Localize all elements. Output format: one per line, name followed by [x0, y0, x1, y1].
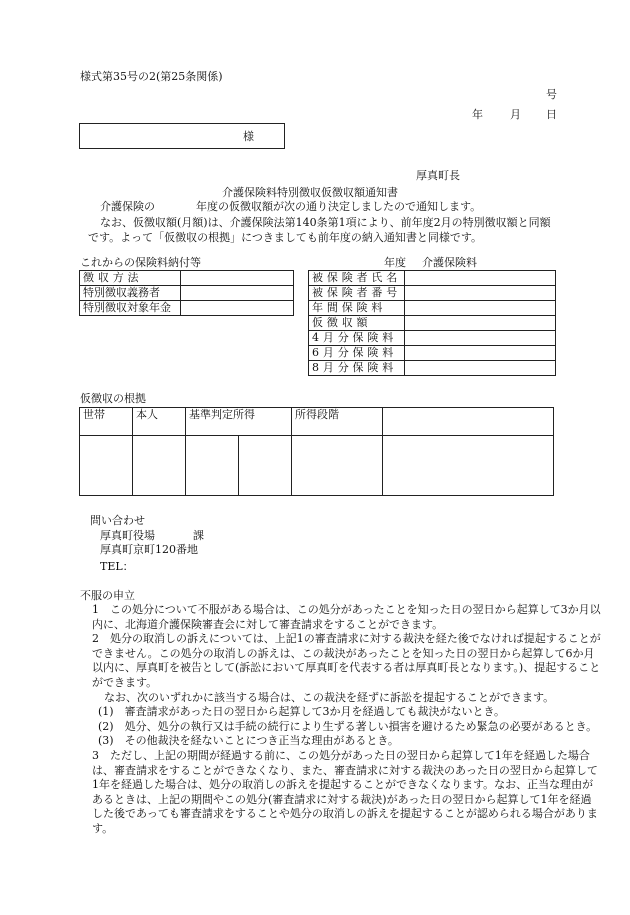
row-value	[405, 331, 556, 346]
row-value	[405, 316, 556, 331]
row-value	[181, 286, 294, 301]
row-label: 徴収方法	[80, 271, 181, 286]
intro-line1-rest: 年度の仮徴収額が次の通り決定しましたので通知します。	[196, 200, 482, 213]
contact-tel: TEL：	[100, 560, 134, 573]
right-section-year: 年度	[384, 256, 406, 269]
addressee-honorific: 様	[243, 130, 254, 143]
table-row	[80, 436, 554, 496]
basis-table	[79, 407, 554, 496]
row-value	[181, 301, 294, 316]
table-row	[80, 286, 294, 301]
table-row	[80, 271, 294, 286]
addressee-box	[79, 123, 285, 149]
row-label: 特別徴収義務者	[80, 286, 181, 301]
table-cell	[383, 436, 554, 496]
table-cell	[239, 436, 292, 496]
form-number: 様式第35号の2(第25条関係)	[80, 70, 223, 83]
objection-item-3: 3 ただし、上記の期間が経過する前に、この処分があった日の翌日から起算して1年を経過した場合は、審査請求をすることができなくなり、また、審査請求に対する裁決のあった日の翌日から起算して1年を経過した場合は、処分の取消しの訴えを提起することができなくなります。なお、正当な理由があるときは、上記の期間やこの処分(審査請求に対する裁決)があった日の翌日から起算して1年を経過した後であっても審査請求をすることや処分の取消しの訴えを提起することが認められる場合があります。	[92, 748, 598, 835]
intro-line2: なお、仮徴収額(月額)は、介護保険法第140条第1項により、前年度2月の特別徴収額と同額です。よって「仮徴収の根拠」につきましても前年度の納入通知書と同様です。	[88, 216, 551, 244]
row-label: 被保険者氏名	[309, 271, 405, 286]
table-row	[309, 271, 556, 286]
contact-dept: 課	[193, 529, 204, 542]
table-cell	[133, 436, 186, 496]
contact-heading: 問い合わせ	[90, 514, 145, 527]
left-section-heading: これからの保険料納付等	[80, 256, 201, 269]
table-cell	[292, 436, 383, 496]
objection-heading: 不服の申立	[80, 589, 135, 602]
date-day-label: 日	[546, 108, 557, 121]
column-header: 世帯	[80, 408, 133, 436]
row-label: 被保険者番号	[309, 286, 405, 301]
objection-item-1: 1 この処分について不服がある場合は、この処分があったことを知った日の翌日から起算して3か月以内に、北海道介護保険審査会に対して審査請求をすることができます。	[92, 603, 601, 631]
table-row	[309, 361, 556, 376]
column-header-empty	[383, 408, 554, 436]
row-value	[181, 271, 294, 286]
objection-item-2-note: なお、次のいずれかに該当する場合は、この裁決を経ずに訴訟を提起することができます。	[104, 690, 555, 704]
intro-line1-prefix: 介護保険の	[100, 200, 155, 213]
table-row	[80, 301, 294, 316]
row-label: 6月分保険料	[309, 346, 405, 361]
table-row	[309, 286, 556, 301]
objection-body	[80, 603, 602, 837]
row-value	[405, 301, 556, 316]
table-row	[309, 331, 556, 346]
document-title: 介護保険料特別徴収仮徴収額通知書	[222, 186, 398, 199]
objection-sub-2: (2) 処分、処分の執行又は手続の続行により生ずる著しい損害を避けるため緊急の必要があるとき。	[98, 719, 598, 733]
row-value	[405, 361, 556, 376]
basis-heading: 仮徴収の根拠	[80, 392, 146, 405]
row-label: 特別徴収対象年金	[80, 301, 181, 316]
row-value	[405, 346, 556, 361]
date-year-label: 年	[472, 108, 483, 121]
column-header: 所得段階	[292, 408, 383, 436]
table-cell	[186, 436, 239, 496]
objection-item-2: 2 処分の取消しの訴えについては、上記1の審査請求に対する裁決を経た後でなければ提起することができません。この処分の取消しの訴えは、この裁決があったことを知った日の翌日から起算して6か月以内に、厚真町を被告として(訴訟において厚真町を代表する者は厚真町長となります。)、提起することができます。	[92, 632, 601, 689]
table-row	[309, 301, 556, 316]
issuer: 厚真町長	[416, 169, 460, 182]
table-row	[309, 316, 556, 331]
row-value	[405, 286, 556, 301]
objection-sub-1: (1) 審査請求があった日の翌日から起算して3か月を経過しても裁決がないとき。	[98, 705, 506, 719]
table-row	[309, 346, 556, 361]
payment-method-table	[79, 270, 294, 316]
contact-office: 厚真町役場	[100, 529, 155, 542]
premium-table	[308, 270, 556, 376]
table-cell	[80, 436, 133, 496]
objection-sub-3: (3) その他裁決を経ないことにつき正当な理由があるとき。	[98, 734, 399, 748]
date-month-label: 月	[510, 108, 521, 121]
row-label: 8月分保険料	[309, 361, 405, 376]
row-value	[405, 271, 556, 286]
contact-address: 厚真町京町120番地	[100, 543, 198, 556]
column-header: 基準判定所得	[186, 408, 292, 436]
row-label: 仮徴収額	[309, 316, 405, 331]
row-label: 年間保険料	[309, 301, 405, 316]
document-number-suffix: 号	[546, 88, 557, 101]
row-label: 4月分保険料	[309, 331, 405, 346]
table-header-row	[80, 408, 554, 436]
column-header: 本人	[133, 408, 186, 436]
right-section-heading: 介護保険料	[422, 256, 477, 269]
